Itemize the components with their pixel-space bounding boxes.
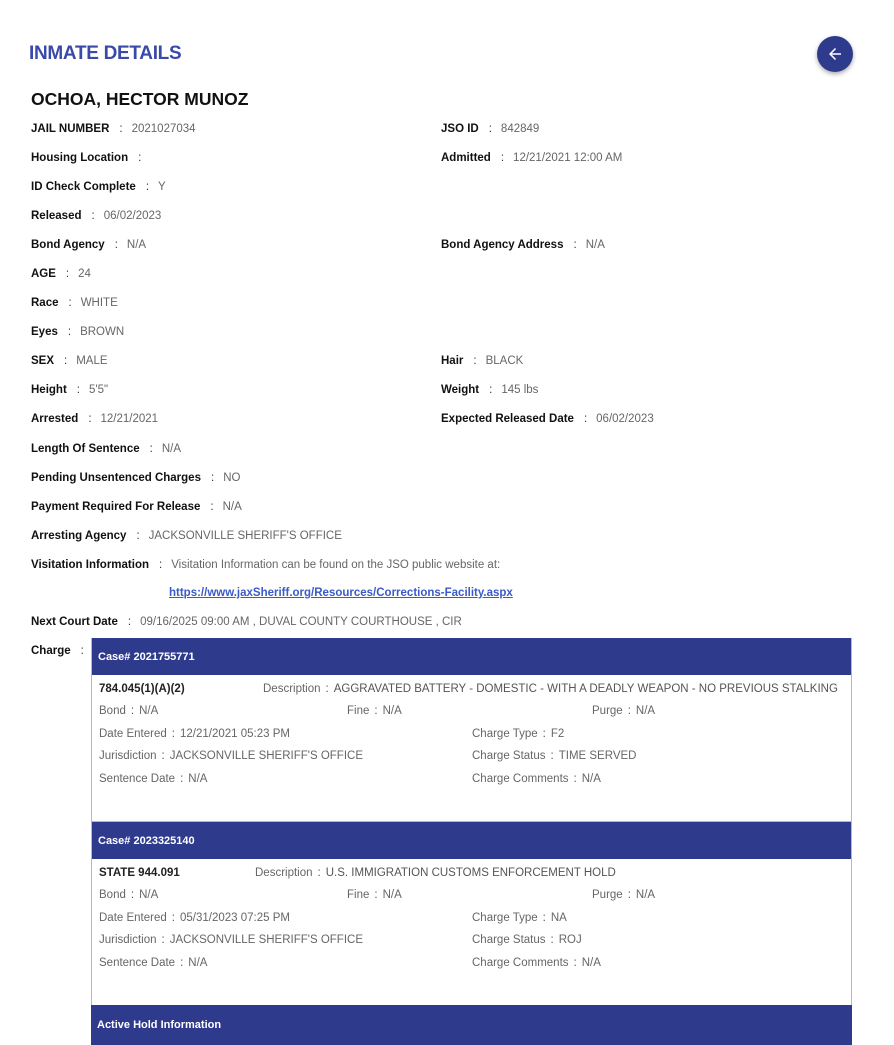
separator: : [573,239,577,251]
field-jso-id [441,123,539,135]
separator: : [500,152,505,164]
field-visitation [31,559,500,571]
charge-comments-label: Charge Comments [472,957,569,969]
fine-value: N/A [382,705,402,717]
bond-value: N/A [139,889,159,901]
purge-label: Purge [592,889,623,901]
field-label: Housing Location [31,152,129,164]
field-value: BLACK [485,355,524,367]
field-height [31,384,108,396]
field-label: Weight [441,384,480,396]
jurisdiction-label: Jurisdiction [99,750,157,762]
field-label: Charge [31,645,71,657]
field-value: WHITE [80,297,118,309]
field-eyes [31,326,124,338]
field-arrested [31,413,158,425]
inmate-name: OCHOA, HECTOR MUNOZ [31,89,249,109]
charge-sentence-date [99,957,207,969]
charge-jurisdiction [99,750,363,762]
field-value: 145 lbs [501,384,539,396]
field-hair [441,355,523,367]
separator: : [317,867,321,879]
charge-status-value: ROJ [558,934,582,946]
charge-type-value: NA [550,912,567,924]
description-value: U.S. IMMIGRATION CUSTOMS ENFORCEMENT HOLD [325,867,616,879]
field-bond-agency-address [441,239,605,251]
jurisdiction-label: Jurisdiction [99,934,157,946]
field-value: N/A [126,239,147,251]
charge-description [255,867,616,879]
field-label: Expected Released Date [441,413,574,425]
separator: : [76,384,80,396]
field-label: Height [31,384,67,396]
field-expected-release [441,413,654,425]
field-value: 06/02/2023 [103,210,162,222]
field-sex [31,355,108,367]
field-label: Pending Unsentenced Charges [31,472,201,484]
field-weight [441,384,538,396]
sentence-date-value: N/A [188,957,208,969]
separator: : [489,384,493,396]
field-value: 12/21/2021 12:00 AM [513,152,623,164]
separator: : [67,326,72,338]
field-value: 842849 [500,123,540,135]
field-jail-number [31,123,196,135]
field-label: Hair [441,355,464,367]
case-body [92,675,851,821]
separator: : [130,889,135,901]
charge-date-entered [99,728,290,740]
separator: : [161,750,165,762]
separator: : [374,889,378,901]
separator: : [171,728,175,740]
separator: : [145,181,150,193]
field-label: Next Court Date [31,616,118,628]
charge-fine [347,889,402,901]
charge-status-label: Charge Status [472,750,546,762]
separator: : [149,443,153,455]
visitation-link[interactable]: https://www.jaxSheriff.org/Resources/Corrections-Facility.aspx [169,587,513,599]
jurisdiction-value: JACKSONVILLE SHERIFF'S OFFICE [169,750,363,762]
separator: : [550,934,554,946]
separator: : [542,728,546,740]
separator: : [127,616,132,628]
charge-comments-value: N/A [581,773,601,785]
field-admitted [441,152,622,164]
separator: : [130,705,135,717]
date-entered-value: 12/21/2021 05:23 PM [179,728,290,740]
charge-jurisdiction [99,934,363,946]
charge-purge [592,705,655,717]
field-label: JSO ID [441,123,479,135]
charge-description [263,683,838,695]
field-age [31,268,91,280]
charge-status [472,934,582,946]
case-header: Case# 2021755771 [92,638,851,675]
separator: : [119,123,123,135]
back-button[interactable] [817,36,853,72]
field-label: Race [31,297,59,309]
purge-label: Purge [592,705,623,717]
fine-value: N/A [382,889,402,901]
field-released [31,210,161,222]
field-label: Bond Agency [31,239,105,251]
charge-comments [472,957,601,969]
fine-label: Fine [347,705,370,717]
field-label: Visitation Information [31,559,149,571]
field-label: JAIL NUMBER [31,123,110,135]
charge-comments-value: N/A [581,957,601,969]
case-card [91,822,852,1006]
separator: : [88,413,92,425]
field-value: BROWN [80,326,125,338]
separator: : [159,559,163,571]
field-pending-charges [31,472,240,484]
bond-label: Bond [99,889,126,901]
field-value: MALE [76,355,108,367]
sentence-date-label: Sentence Date [99,957,176,969]
page-title: INMATE DETAILS [29,43,182,64]
date-entered-value: 05/31/2023 07:25 PM [179,912,290,924]
separator: : [374,705,378,717]
separator: : [65,268,70,280]
description-label: Description [255,867,313,879]
charge-comments-label: Charge Comments [472,773,569,785]
separator: : [542,912,546,924]
separator: : [136,530,140,542]
charge-bond [99,705,158,717]
description-label: Description [263,683,321,695]
separator: : [161,934,165,946]
field-charge [31,645,93,657]
separator: : [80,645,84,657]
sentence-date-value: N/A [188,773,208,785]
field-value: 09/16/2025 09:00 AM , DUVAL COUNTY COURTHOUSE , CIR [140,616,462,628]
field-label: Arresting Agency [31,530,127,542]
jurisdiction-value: JACKSONVILLE SHERIFF'S OFFICE [169,934,363,946]
arrow-left-icon [826,45,844,63]
separator: : [573,773,577,785]
field-value: N/A [222,501,242,513]
charge-status [472,750,636,762]
field-payment-required [31,501,242,513]
charge-code: STATE 944.091 [99,867,180,879]
field-housing-location [31,152,150,164]
charge-type-value: F2 [550,728,565,740]
field-value: JACKSONVILLE SHERIFF'S OFFICE [148,530,342,542]
field-label: SEX [31,355,55,367]
field-value: Visitation Information can be found on the JSO public website at: [171,559,501,571]
sentence-date-label: Sentence Date [99,773,176,785]
separator: : [627,889,631,901]
charge-type [472,912,567,924]
purge-value: N/A [635,889,656,901]
purge-value: N/A [635,705,656,717]
field-next-court-date [31,616,462,628]
field-label: Admitted [441,152,491,164]
charge-status-label: Charge Status [472,934,546,946]
field-label: Length Of Sentence [31,443,140,455]
separator: : [488,123,492,135]
date-entered-label: Date Entered [99,912,167,924]
field-length-of-sentence [31,443,181,455]
separator: : [210,501,214,513]
charge-comments [472,773,601,785]
separator: : [573,957,577,969]
field-label: Arrested [31,413,79,425]
field-bond-agency [31,239,146,251]
field-value: 12/21/2021 [100,413,159,425]
separator: : [473,355,477,367]
separator: : [171,912,175,924]
field-label: Payment Required For Release [31,501,201,513]
charge-purge [592,889,655,901]
bond-label: Bond [99,705,126,717]
date-entered-label: Date Entered [99,728,167,740]
field-race [31,297,118,309]
charge-bond [99,889,158,901]
separator: : [210,472,215,484]
separator: : [91,210,95,222]
field-arresting-agency [31,530,342,542]
case-header: Case# 2023325140 [92,822,851,859]
charge-code: 784.045(1)(A)(2) [99,683,185,695]
separator: : [64,355,68,367]
field-id-check [31,181,166,193]
field-label: AGE [31,268,56,280]
field-label: Released [31,210,82,222]
charge-type-label: Charge Type [472,728,538,740]
active-hold-header: Active Hold Information [91,1005,852,1045]
separator: : [550,750,554,762]
field-value: 2021027034 [131,123,196,135]
separator: : [68,297,72,309]
bond-value: N/A [139,705,159,717]
field-value: NO [223,472,241,484]
charge-type [472,728,564,740]
field-value: 24 [78,268,91,280]
field-value: 06/02/2023 [596,413,654,425]
fine-label: Fine [347,889,370,901]
separator: : [114,239,118,251]
charge-date-entered [99,912,290,924]
charge-sentence-date [99,773,207,785]
charge-fine [347,705,402,717]
separator: : [138,152,142,164]
description-value: AGGRAVATED BATTERY - DOMESTIC - WITH A DEADLY WEAPON - NO PREVIOUS STALKING [333,683,838,695]
field-value: Y [158,181,166,193]
case-card [91,638,852,822]
charge-type-label: Charge Type [472,912,538,924]
field-label: Bond Agency Address [441,239,564,251]
separator: : [583,413,588,425]
case-body [92,859,851,1005]
field-value: N/A [161,443,181,455]
separator: : [325,683,329,695]
separator: : [180,957,184,969]
separator: : [627,705,631,717]
field-label: ID Check Complete [31,181,136,193]
separator: : [180,773,184,785]
charge-status-value: TIME SERVED [558,750,637,762]
field-label: Eyes [31,326,58,338]
field-value: N/A [585,239,605,251]
field-value: 5'5" [88,384,109,396]
